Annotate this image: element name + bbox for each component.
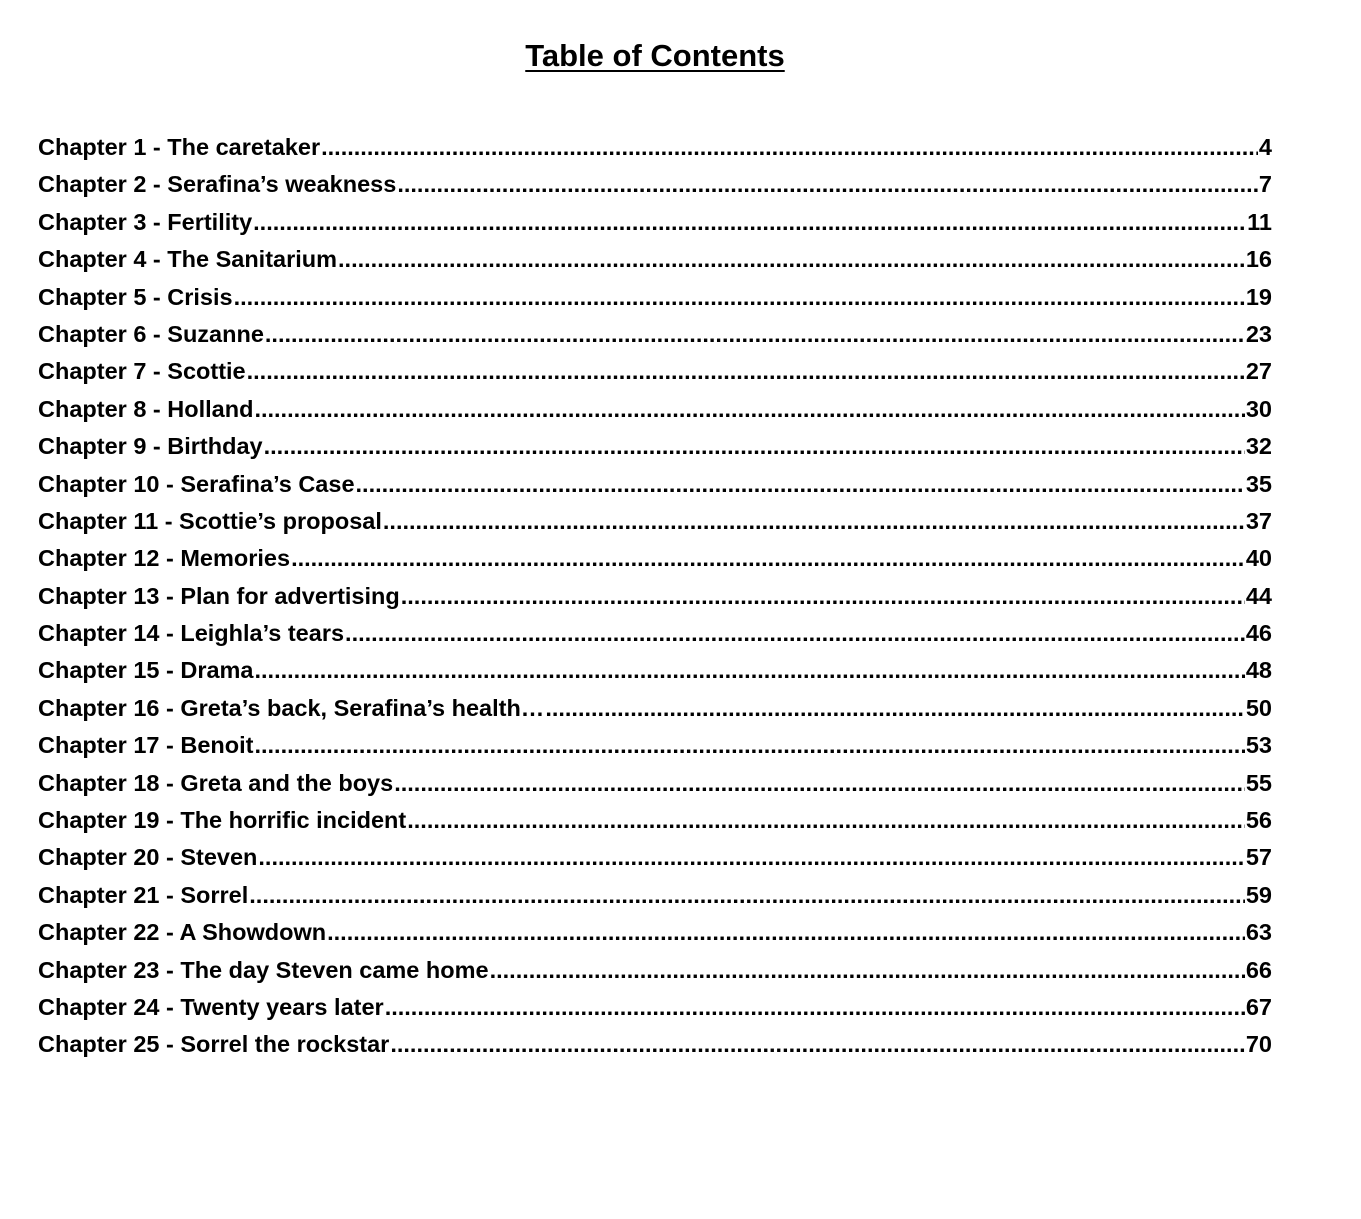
toc-entry[interactable] [38, 839, 1272, 876]
toc-dot-leader [345, 615, 1245, 652]
toc-entry[interactable] [38, 316, 1272, 353]
toc-entry[interactable] [38, 353, 1272, 390]
toc-dot-leader [490, 952, 1245, 989]
toc-entry-label: Chapter 22 - A Showdown [38, 919, 327, 946]
toc-entry-page: 35 [1245, 470, 1272, 497]
toc-dot-leader [390, 1026, 1245, 1063]
toc-entry[interactable] [38, 652, 1272, 689]
toc-entry-label: Chapter 6 - Suzanne [38, 320, 264, 347]
toc-entry[interactable] [38, 129, 1272, 166]
toc-entry-label: Chapter 18 - Greta and the boys [38, 769, 394, 796]
toc-entry[interactable] [38, 727, 1272, 764]
toc-entry[interactable] [38, 391, 1272, 428]
toc-dot-leader [258, 839, 1244, 876]
toc-entry-label: Chapter 3 - Fertility [38, 208, 253, 235]
toc-entry-label: Chapter 5 - Crisis [38, 283, 233, 310]
toc-dot-leader [254, 391, 1244, 428]
toc-entry-page: 7 [1258, 171, 1272, 198]
toc-dot-leader [249, 877, 1245, 914]
toc-entry-label: Chapter 9 - Birthday [38, 433, 263, 460]
toc-dot-leader [401, 578, 1245, 615]
toc-entry-page: 37 [1245, 507, 1272, 534]
toc-entry[interactable] [38, 877, 1272, 914]
toc-entry-page: 56 [1245, 807, 1272, 834]
toc-entry-page: 11 [1247, 208, 1272, 235]
toc-dot-leader [321, 129, 1258, 166]
toc-entry[interactable] [38, 765, 1272, 802]
toc-dot-leader [385, 989, 1245, 1026]
toc-entry-page: 32 [1245, 433, 1272, 460]
toc-list [38, 129, 1272, 1064]
toc-entry-page: 50 [1245, 694, 1272, 721]
toc-entry[interactable] [38, 204, 1272, 241]
toc-entry-page: 4 [1258, 134, 1272, 160]
toc-entry-page: 44 [1245, 582, 1272, 609]
toc-dot-leader [407, 802, 1245, 839]
toc-dot-leader [327, 914, 1245, 951]
toc-entry-page: 55 [1245, 769, 1272, 796]
toc-entry-label: Chapter 7 - Scottie [38, 358, 246, 385]
toc-entry-label: Chapter 20 - Steven [38, 844, 258, 871]
toc-entry-page: 57 [1245, 844, 1272, 871]
toc-dot-leader [255, 652, 1245, 689]
toc-entry-page: 46 [1245, 620, 1272, 647]
toc-entry[interactable] [38, 503, 1272, 540]
toc-entry-label: Chapter 8 - Holland [38, 395, 254, 422]
toc-entry[interactable] [38, 914, 1272, 951]
toc-entry-label: Chapter 15 - Drama [38, 657, 254, 684]
toc-entry[interactable] [38, 466, 1272, 503]
toc-entry-label: Chapter 23 - The day Steven came home [38, 956, 489, 983]
toc-entry-page: 27 [1245, 358, 1272, 385]
toc-entry-page: 70 [1245, 1031, 1272, 1058]
toc-entry-label: Chapter 1 - The caretaker [38, 134, 321, 160]
toc-entry-label: Chapter 4 - The Sanitarium [38, 246, 338, 273]
toc-entry-label: Chapter 10 - Serafina’s Case [38, 470, 355, 497]
toc-entry[interactable] [38, 166, 1272, 203]
toc-dot-leader [247, 353, 1245, 390]
toc-dot-leader [253, 204, 1246, 241]
toc-entry-page: 23 [1245, 320, 1272, 347]
toc-entry[interactable] [38, 989, 1272, 1026]
toc-entry[interactable] [38, 428, 1272, 465]
toc-entry[interactable] [38, 578, 1272, 615]
toc-entry-page: 67 [1245, 993, 1272, 1020]
toc-entry-label: Chapter 12 - Memories [38, 545, 291, 572]
toc-dot-leader [394, 765, 1245, 802]
toc-entry-label: Chapter 16 - Greta’s back, Serafina’s health… [38, 694, 545, 721]
toc-entry-page: 40 [1245, 545, 1272, 572]
toc-entry-label: Chapter 21 - Sorrel [38, 881, 249, 908]
toc-entry-label: Chapter 14 - Leighla’s tears [38, 620, 345, 647]
toc-entry-page: 19 [1245, 283, 1272, 310]
toc-entry-page: 53 [1245, 732, 1272, 759]
toc-dot-leader [265, 316, 1245, 353]
toc-entry-label: Chapter 24 - Twenty years later [38, 993, 384, 1020]
toc-dot-leader [234, 279, 1245, 316]
toc-dot-leader [356, 466, 1245, 503]
toc-entry-label: Chapter 2 - Serafina’s weakness [38, 171, 397, 198]
toc-dot-leader [291, 540, 1245, 577]
toc-entry[interactable] [38, 802, 1272, 839]
toc-entry[interactable] [38, 952, 1272, 989]
toc-dot-leader [383, 503, 1245, 540]
toc-entry[interactable] [38, 241, 1272, 278]
toc-dot-leader [264, 428, 1245, 465]
toc-dot-leader [338, 241, 1245, 278]
toc-entry-page: 48 [1245, 657, 1272, 684]
toc-dot-leader [545, 690, 1245, 727]
toc-entry-page: 63 [1245, 919, 1272, 946]
toc-dot-leader [397, 166, 1258, 203]
toc-entry-page: 30 [1245, 395, 1272, 422]
toc-entry-label: Chapter 25 - Sorrel the rockstar [38, 1031, 390, 1058]
toc-entry-label: Chapter 19 - The horrific incident [38, 807, 407, 834]
toc-entry[interactable] [38, 615, 1272, 652]
toc-entry-page: 16 [1245, 246, 1272, 273]
toc-entry-label: Chapter 11 - Scottie’s proposal [38, 507, 382, 534]
toc-entry-page: 59 [1245, 881, 1272, 908]
toc-entry[interactable] [38, 1026, 1272, 1063]
toc-entry[interactable] [38, 279, 1272, 316]
toc-entry-label: Chapter 17 - Benoit [38, 732, 254, 759]
toc-dot-leader [254, 727, 1244, 764]
toc-title: Table of Contents [525, 38, 785, 73]
toc-entry[interactable] [38, 540, 1272, 577]
toc-entry-label: Chapter 13 - Plan for advertising [38, 582, 400, 609]
toc-entry-page: 66 [1245, 956, 1272, 983]
toc-entry[interactable] [38, 690, 1272, 727]
